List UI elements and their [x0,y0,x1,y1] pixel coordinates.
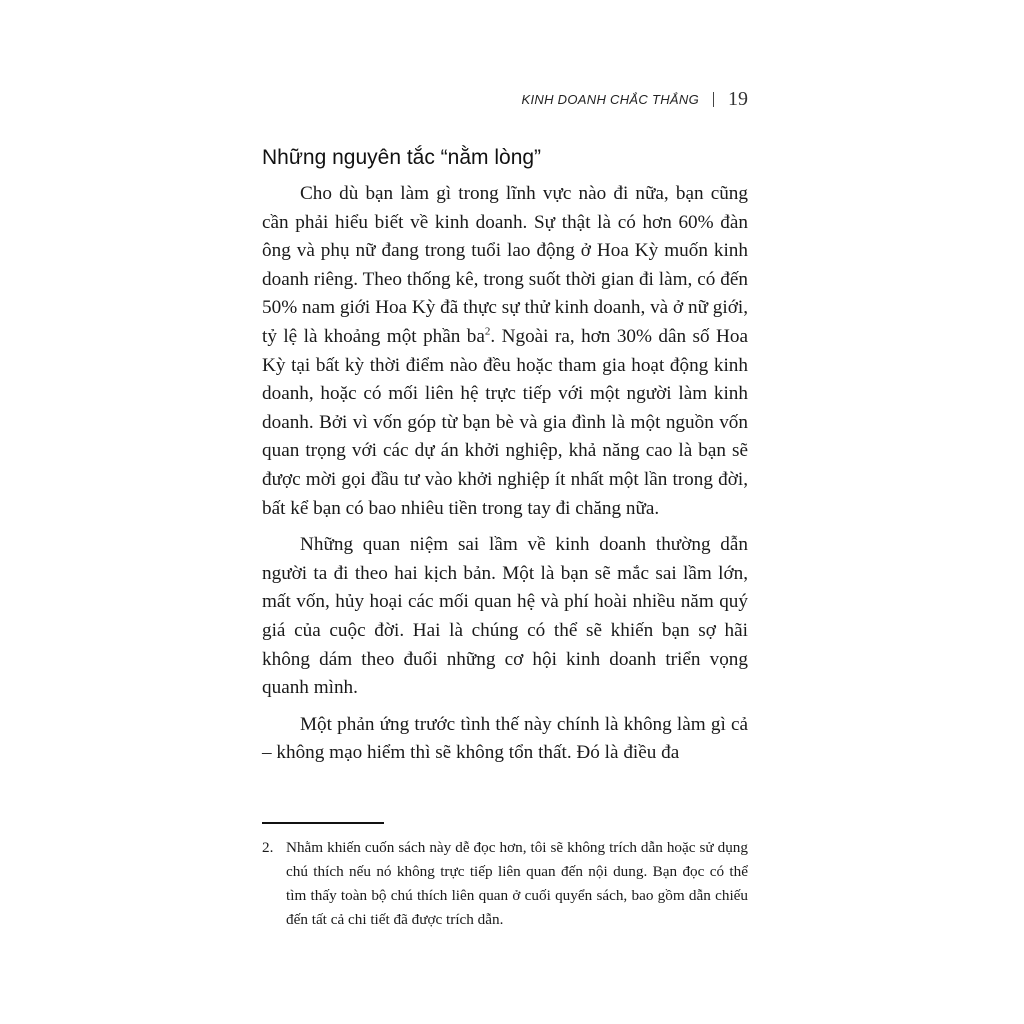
paragraph-3: Một phản ứng trước tình thế này chính là không làm gì cả – không mạo hiểm thì sẽ không tổn thất. Đó là điều đa [262,713,748,764]
footnote-number: 2. [262,839,274,856]
book-title: KINH DOANH CHẮC THẮNG [521,92,699,107]
footnote-separator [262,822,384,824]
footnote-reference: 2 [484,325,491,338]
footnote [262,836,748,932]
running-header [522,88,748,111]
section-heading: Những nguyên tắc “nằm lòng” [262,146,542,169]
header-divider [713,92,714,107]
page-number: 19 [728,88,748,110]
footnote-text: Nhằm khiến cuốn sách này dễ đọc hơn, tôi sẽ không trích dẫn hoặc sử dụng chú thích nếu nó không trực tiếp liên quan đến nội dung. Bạn đọc có thể tìm thấy toàn bộ chú thích liên quan ở cuối quyển sách, bao gồm dẫn chiếu đến tất cả chi tiết đã được trích dẫn. [286,839,748,928]
body-text [262,180,748,776]
paragraph-1 [262,180,748,523]
paragraph-2: Những quan niệm sai lầm về kinh doanh thường dẫn người ta đi theo hai kịch bản. Một là bạn sẽ mắc sai lầm lớn, mất vốn, hủy hoại các mối quan hệ và phí hoài nhiều năm quý giá của cuộc đời. Hai là chúng có thể sẽ khiến bạn sợ hãi không dám theo đuổi những cơ hội kinh doanh triển vọng quanh mình. [262,534,748,699]
paragraph-1-text-b: . Ngoài ra, hơn 30% dân số Hoa Kỳ tại bất kỳ thời điểm nào đều hoặc tham gia hoạt động kinh doanh, hoặc có mối liên hệ trực tiếp với một người làm kinh doanh. Bởi vì vốn góp từ bạn bè và gia đình là một nguồn vốn quan trọng với các dự án khởi nghiệp, khả năng cao là bạn sẽ được mời gọi đầu tư vào khởi nghiệp ít nhất một lần trong đời, bất kể bạn có bao nhiêu tiền trong tay đi chăng nữa. [262,325,748,519]
paragraph-1-text-a: Cho dù bạn làm gì trong lĩnh vực nào đi nữa, bạn cũng cần phải hiểu biết về kinh doanh. Sự thật là có hơn 60% đàn ông và phụ nữ đang trong tuổi lao động ở Hoa Kỳ muốn kinh doanh riêng. Theo thống kê, trong suốt thời gian đi làm, có đến 50% nam giới Hoa Kỳ đã thực sự thử kinh doanh, và ở nữ giới, tỷ lệ là khoảng một phần ba [262,183,748,347]
